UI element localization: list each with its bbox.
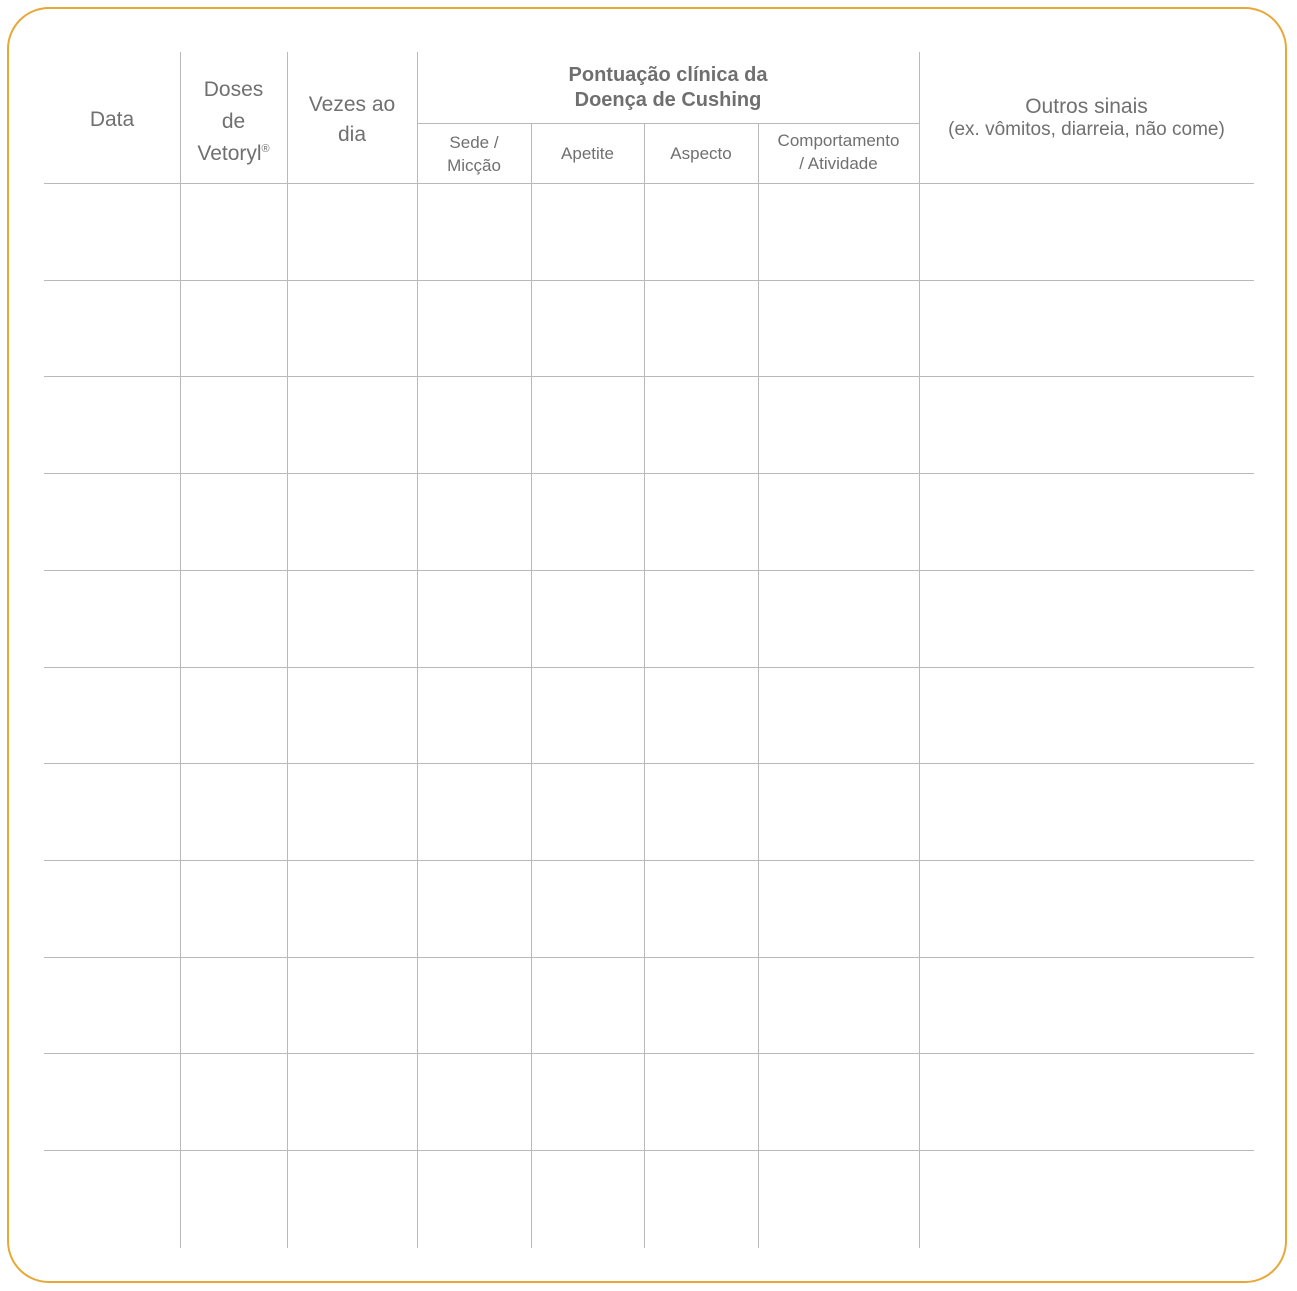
header-doses-line3 (180, 138, 287, 170)
header-sede-line1: Sede / (449, 133, 499, 152)
header-score-group (417, 63, 919, 113)
row-line (44, 1150, 1254, 1151)
header-vezes (287, 90, 417, 150)
header-vezes-line2: dia (337, 123, 367, 146)
registered-mark: ® (261, 143, 270, 155)
column-divider (180, 52, 181, 1248)
header-doses-line1: Doses (203, 78, 264, 101)
column-divider (919, 52, 920, 1248)
header-doses (180, 74, 287, 170)
column-divider (758, 124, 759, 1248)
header-outros (919, 95, 1254, 141)
column-divider (644, 124, 645, 1248)
header-sede-line2: Micção (447, 155, 501, 175)
header-doses-product: Vetoryl (197, 142, 262, 165)
header-outros-line1: Outros sinais (1025, 95, 1148, 118)
column-divider (287, 52, 288, 1248)
header-score-line1: Pontuação clínica da (568, 64, 768, 86)
header-bottom-line (44, 183, 1254, 184)
row-line (44, 1053, 1254, 1054)
header-score-line2: Doença de Cushing (574, 89, 762, 111)
header-vezes-line1: Vezes ao (308, 93, 396, 116)
row-line (44, 667, 1254, 668)
header-apetite (531, 143, 644, 166)
group-header-divider (417, 123, 919, 124)
header-comportamento-line2: / Atividade (799, 153, 878, 173)
column-divider (531, 124, 532, 1248)
header-aspecto (644, 143, 758, 166)
row-line (44, 763, 1254, 764)
header-aspecto-label: Aspecto (670, 144, 732, 163)
row-line (44, 570, 1254, 571)
header-sede (417, 132, 531, 178)
row-line (44, 280, 1254, 281)
header-outros-line2: (ex. vômitos, diarreia, não come) (948, 119, 1225, 140)
header-comportamento (758, 130, 919, 176)
header-data-label: Data (89, 108, 135, 131)
row-line (44, 957, 1254, 958)
column-divider (417, 52, 418, 1248)
row-line (44, 473, 1254, 474)
row-line (44, 376, 1254, 377)
row-line (44, 860, 1254, 861)
header-doses-line2: de (221, 110, 246, 133)
header-data (44, 107, 180, 132)
header-apetite-label: Apetite (561, 144, 614, 163)
header-comportamento-line1: Comportamento (777, 131, 900, 150)
